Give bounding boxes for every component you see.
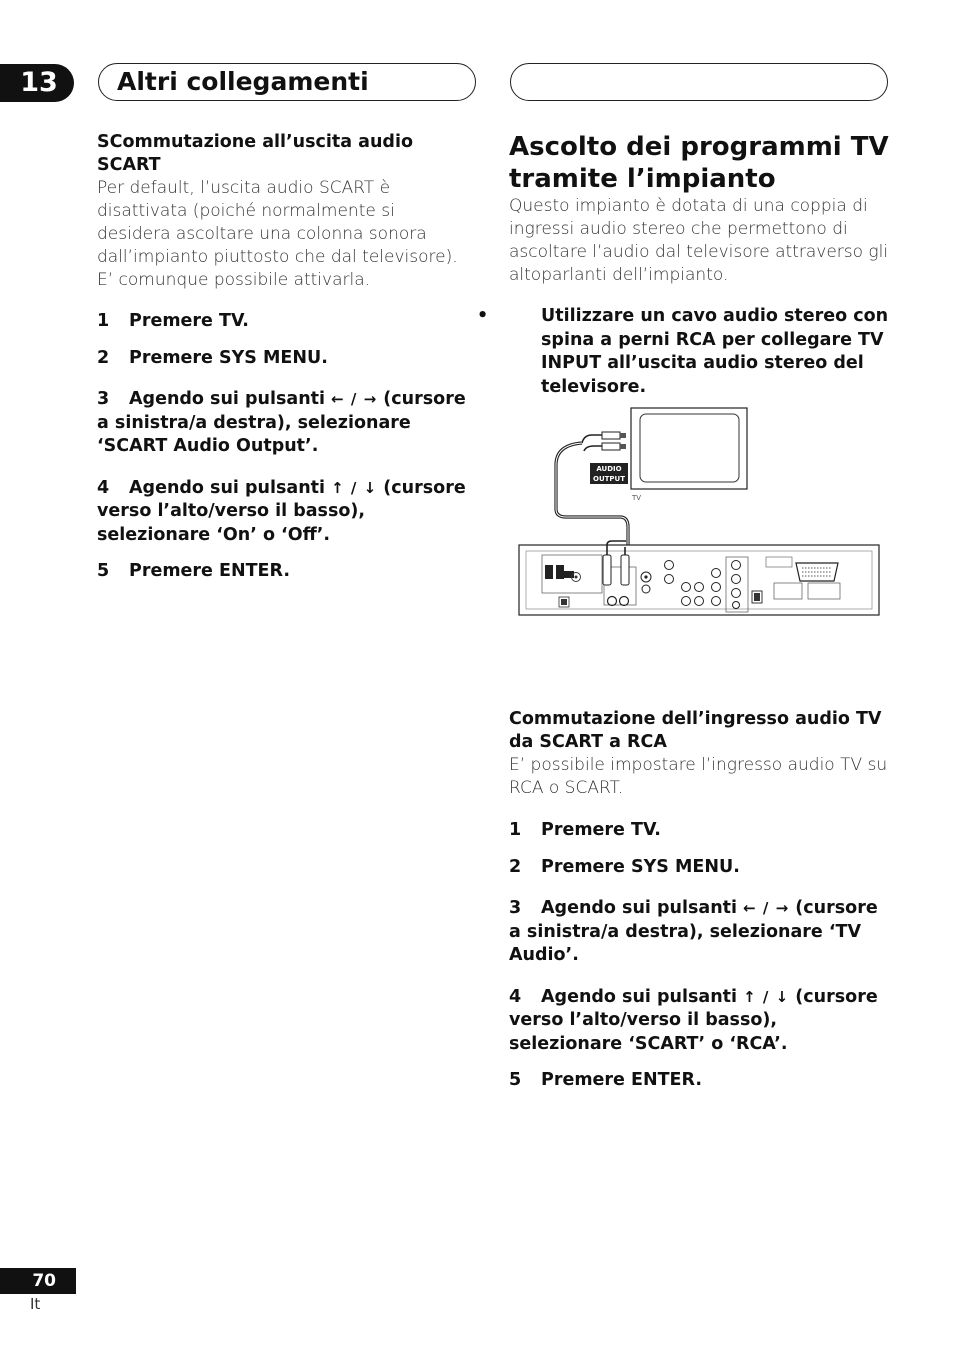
- main-heading: Ascolto dei programmi TV tramite l’impianto: [509, 132, 889, 194]
- receiver-rear-panel: [519, 541, 879, 615]
- connection-diagram: [516, 405, 882, 627]
- audio-cable: [556, 443, 628, 555]
- rca-plugs-tv: [582, 432, 626, 451]
- left-right-arrows-icon: ← / →: [743, 899, 790, 917]
- left-right-arrows-icon: ← / →: [331, 390, 378, 408]
- step-5-right: 5 Premere ENTER.: [509, 1070, 702, 1090]
- section-intro-tv-audio: E’ possibile impostare l’ingresso audio TV su RCA o SCART.: [509, 755, 888, 798]
- up-down-arrows-icon: ↑ / ↓: [331, 478, 378, 497]
- left-column: [97, 131, 473, 584]
- chapter-title-box: [98, 63, 476, 101]
- right-column-top: [477, 131, 891, 399]
- audio-output-label-1: AUDIO: [596, 465, 622, 473]
- step-5: 5 Premere ENTER.: [97, 561, 290, 581]
- step-2-right: 2 Premere SYS MENU.: [509, 856, 740, 877]
- language-code: It: [30, 1295, 41, 1313]
- up-down-arrows-icon: ↑ / ↓: [743, 987, 790, 1006]
- step-1-right: 1 Premere TV.: [509, 820, 661, 840]
- section-title-scart-audio: SCommutazione all’uscita audio SCART: [97, 132, 413, 175]
- tv-illustration: [631, 408, 747, 489]
- chapter-number-badge: 13: [0, 64, 74, 102]
- step-4-right: 4 Agendo sui pulsanti ↑ / ↓ (cursore verso l’alto/verso il basso), selezionare ‘SCART’ o ‘RCA’.: [509, 986, 878, 1054]
- step-3-right: 3 Agendo sui pulsanti ← / → (cursore a sinistra/a destra), selezionare ‘TV Audio’.: [509, 898, 878, 965]
- right-column-bottom: [509, 708, 891, 1093]
- step-1: 1 Premere TV.: [97, 311, 249, 331]
- step-4: 4 Agendo sui pulsanti ↑ / ↓ (cursore verso l’alto/verso il basso), selezionare ‘On’ o ‘Off’.: [97, 477, 466, 545]
- step-3: 3 Agendo sui pulsanti ← / → (cursore a sinistra/a destra), selezionare ‘SCART Audio Output’.: [97, 389, 466, 456]
- page-number: 70: [0, 1268, 76, 1294]
- step-2: 2 Premere SYS MENU.: [97, 347, 328, 368]
- audio-output-label-2: OUTPUT: [593, 475, 625, 483]
- section-intro-scart-audio: Per default, l’uscita audio SCART è disattivata (poiché normalmente si desidera ascoltare una colonna sonora dall’impianto piuttosto che dal televisore). E’ comunque possibile attivarla.: [97, 178, 458, 290]
- tv-label: TV: [632, 494, 642, 502]
- chapter-title: Altri collegamenti: [117, 67, 369, 96]
- bullet-instruction: • Utilizzare un cavo audio stereo con spina a perni RCA per collegare TV INPUT all’uscita audio stereo del televisore.: [477, 306, 889, 397]
- header-empty-box: [510, 63, 888, 101]
- section-title-tv-audio: Commutazione dell’ingresso audio TV da SCART a RCA: [509, 709, 882, 752]
- main-intro: Questo impianto è dotata di una coppia di ingressi audio stereo che permettono di ascoltare l’audio dal televisore attraverso gli altoparlanti dell’impianto.: [509, 196, 889, 285]
